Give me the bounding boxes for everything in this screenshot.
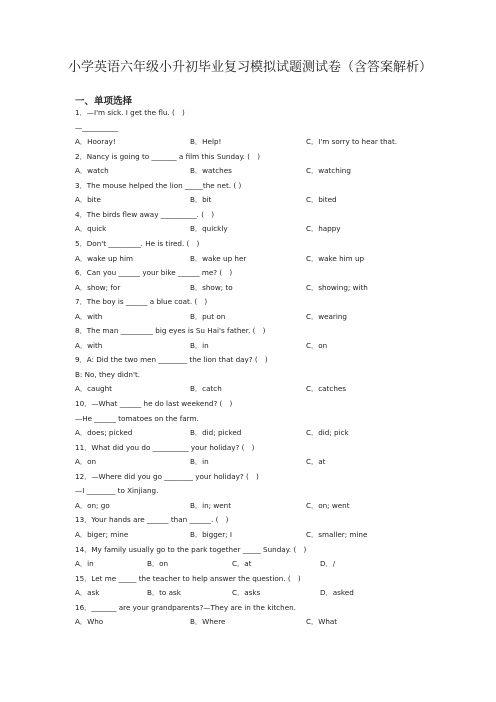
answer-option[interactable]: B．on xyxy=(147,559,169,569)
answer-option[interactable]: C．I'm sorry to hear that. xyxy=(306,137,398,147)
answer-option[interactable]: B．Help! xyxy=(190,137,222,147)
answer-option[interactable]: B．to ask xyxy=(147,588,181,598)
answer-option[interactable]: B．bigger; I xyxy=(190,529,233,539)
answer-option[interactable]: B．did; picked xyxy=(190,428,242,438)
answer-option[interactable]: C．at xyxy=(232,559,252,569)
answer-option[interactable]: B．watches xyxy=(190,166,232,176)
answer-option[interactable]: A．in xyxy=(75,559,94,569)
question-stem: 4．The birds flew away __________. ( ) xyxy=(75,209,215,219)
answer-option[interactable]: C．catches xyxy=(306,384,347,394)
answer-option[interactable]: A．wake up him xyxy=(75,253,133,263)
question-stem: 8．The man _________ big eyes is Su Hai's father. ( ) xyxy=(75,326,266,336)
question-extra-line: —He ______ tomatoes on the farm. xyxy=(75,413,199,423)
answer-option[interactable]: A．show; for xyxy=(75,282,121,292)
answer-option[interactable]: B．in xyxy=(190,457,209,467)
question-stem: 13．Your hands are ______ than ______. ( ) xyxy=(75,515,229,525)
question-stem: 15．Let me _____ the teacher to help answer the question. ( ) xyxy=(75,573,301,583)
answer-option[interactable]: A．biger; mine xyxy=(75,529,129,539)
answer-option[interactable]: C．on; went xyxy=(306,500,350,510)
question-extra-line: —__________ xyxy=(75,122,119,132)
answer-option[interactable]: D．/ xyxy=(320,559,336,569)
answer-option[interactable]: C．at xyxy=(306,457,326,467)
question-stem: 9．A: Did the two men ________ the lion that day? ( ) xyxy=(75,355,268,365)
question-stem: 7．The boy is ______ a blue coat. ( ) xyxy=(75,297,208,307)
answer-option[interactable]: B．show; to xyxy=(190,282,233,292)
question-stem: 5．Don't _________. He is tired. ( ) xyxy=(75,238,200,248)
answer-option[interactable]: A．bite xyxy=(75,195,101,205)
answer-option[interactable]: B．put on xyxy=(190,311,226,321)
answer-option[interactable]: C．on xyxy=(306,340,328,350)
answer-option[interactable]: A．with xyxy=(75,340,103,350)
answer-option[interactable]: C．happy xyxy=(306,224,341,234)
question-stem: 11．What did you do __________ your holiday? ( ) xyxy=(75,442,255,452)
answer-option[interactable]: A．with xyxy=(75,311,103,321)
answer-option[interactable]: B．in; went xyxy=(190,500,232,510)
answer-option[interactable]: A．on xyxy=(75,457,97,467)
question-stem: 3．The mouse helped the lion _____the net. ( ) xyxy=(75,180,242,190)
answer-option[interactable]: C．smaller; mine xyxy=(306,529,368,539)
answer-option[interactable]: A．on; go xyxy=(75,500,110,510)
answer-option[interactable]: C．asks xyxy=(232,588,261,598)
section-heading: 一、单项选择 xyxy=(75,96,133,107)
answer-option[interactable]: B．catch xyxy=(190,384,222,394)
answer-option[interactable]: A．quick xyxy=(75,224,107,234)
answer-option[interactable]: A．caught xyxy=(75,384,112,394)
question-stem: 14．My family usually go to the park together _____ Sunday. ( ) xyxy=(75,544,307,554)
answer-option[interactable]: A．ask xyxy=(75,588,100,598)
answer-option[interactable]: A．does; picked xyxy=(75,428,133,438)
document-title: 小学英语六年级小升初毕业复习模拟试题测试卷（含答案解析） xyxy=(67,60,432,75)
question-stem: 1．—I'm sick. I get the flu. ( ) xyxy=(75,108,185,117)
answer-option[interactable]: B．bit xyxy=(190,195,212,205)
answer-option[interactable]: C．watching xyxy=(306,166,351,176)
answer-option[interactable]: C．bited xyxy=(306,195,337,205)
answer-option[interactable]: C．What xyxy=(306,617,338,627)
answer-option[interactable]: B．quickly xyxy=(190,224,228,234)
answer-option[interactable]: C．did; pick xyxy=(306,428,349,438)
question-stem: 2．Nancy is going to _______ a film this Sunday. ( ) xyxy=(75,151,261,161)
answer-option[interactable]: C．showing; with xyxy=(306,282,368,292)
answer-option[interactable]: B．wake up her xyxy=(190,253,247,263)
question-stem: 12．—Where did you go ________ your holiday? ( ) xyxy=(75,471,259,481)
answer-option[interactable]: C．wake him up xyxy=(306,253,365,263)
answer-option[interactable]: B．Where xyxy=(190,617,226,627)
question-stem: 16．_______ are your grandparents?—They are in the kitchen. xyxy=(75,602,296,612)
answer-option[interactable]: B．in xyxy=(190,340,209,350)
answer-option[interactable]: A．Who xyxy=(75,617,104,627)
question-extra-line: B: No, they didn't. xyxy=(75,369,141,379)
answer-option[interactable]: A．watch xyxy=(75,166,109,176)
question-stem: 10．—What ______ he do last weekend? ( ) xyxy=(75,399,233,408)
question-extra-line: —I ________ to Xinjiang. xyxy=(75,486,159,496)
question-stem: 6．Can you ______ your bike ______ me? ( ) xyxy=(75,268,233,278)
answer-option[interactable]: A．Hooray! xyxy=(75,137,116,147)
answer-option[interactable]: C．wearing xyxy=(306,311,347,321)
answer-option[interactable]: D．asked xyxy=(320,588,354,598)
